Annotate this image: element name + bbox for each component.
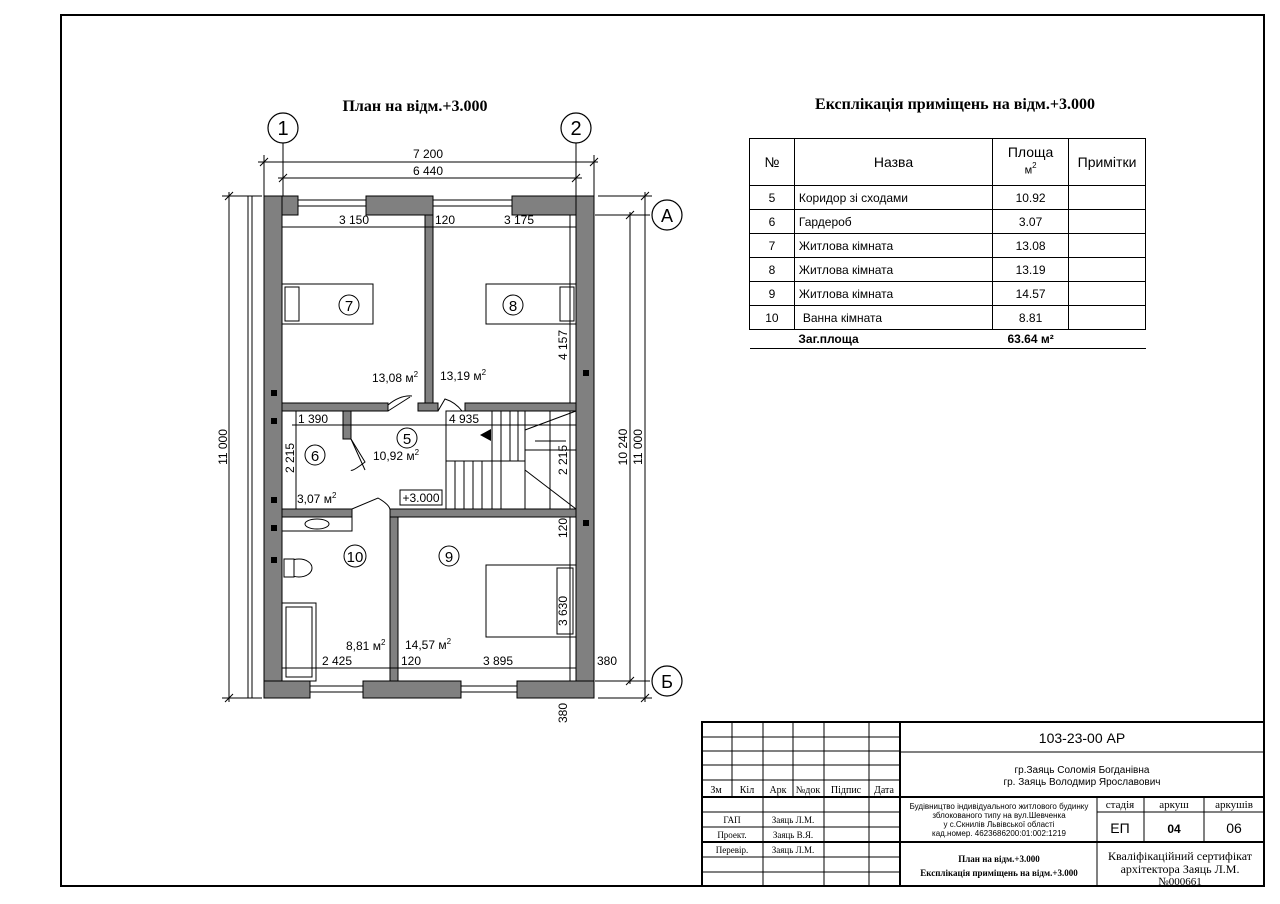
stage-value: ЕП bbox=[1110, 820, 1130, 836]
col-header-pidpys: Підпис bbox=[830, 785, 862, 796]
room-area-5: 10,92 $м^2$ bbox=[373, 448, 420, 463]
client-line-1: гр.Заяць Соломія Богданівна bbox=[1014, 765, 1150, 776]
name-proekt: Заяць В.Я. bbox=[772, 830, 814, 840]
room-area-7: 13,08 $м^2$ bbox=[372, 370, 419, 385]
dim-room6-height: 2 215 bbox=[283, 442, 297, 474]
row-name: Житлова кімната bbox=[794, 234, 992, 258]
row-name: Житлова кімната bbox=[794, 282, 992, 306]
axis-label-a: А bbox=[660, 206, 674, 226]
header-name: Назва bbox=[794, 139, 992, 186]
row-name: Ванна кімната bbox=[794, 306, 992, 330]
row-area: 13.19 bbox=[993, 258, 1069, 282]
plan-title: План на відм.+3.000 bbox=[342, 98, 488, 115]
project-line-2: зблокованого типу на вул.Шевченка bbox=[932, 811, 1066, 820]
row-name: Гардероб bbox=[794, 210, 992, 234]
row-area: 13.08 bbox=[993, 234, 1069, 258]
explication-title: Експлікація приміщень на відм.+3.000 bbox=[815, 96, 1095, 113]
client-line-2: гр. Заяць Володмир Ярославович bbox=[1003, 777, 1161, 788]
name-gap: Заяць Л.М. bbox=[771, 815, 815, 825]
dim-wall-120-top: 120 bbox=[434, 213, 456, 227]
axis-label-2: 2 bbox=[570, 118, 582, 140]
drawing-title-2: Експлікація приміщень на відм.+3.000 bbox=[920, 868, 1078, 878]
sheets-value: 06 bbox=[1226, 820, 1242, 836]
dim-inner-width: 6 440 bbox=[412, 164, 444, 178]
sheet-value: 04 bbox=[1167, 822, 1181, 836]
row-number: 7 bbox=[750, 234, 795, 258]
header-area: Площа $м^2$ bbox=[993, 139, 1069, 186]
row-area: 3.07 bbox=[993, 210, 1069, 234]
level-mark: +3.000 bbox=[402, 491, 440, 505]
row-name: Житлова кімната bbox=[794, 258, 992, 282]
sheets-label: аркушів bbox=[1215, 799, 1253, 811]
role-gap: ГАП bbox=[723, 815, 741, 825]
dim-room9-width: 3 895 bbox=[482, 654, 514, 668]
dim-right-inner-height: 10 240 bbox=[616, 428, 630, 466]
drawing-title-1: План на відм.+3.000 bbox=[958, 854, 1040, 864]
dim-stair-height: 2 215 bbox=[556, 444, 570, 476]
room-number-7: 7 bbox=[344, 298, 354, 315]
row-number: 10 bbox=[750, 306, 795, 330]
total-value: 63.64 м² bbox=[993, 330, 1069, 349]
row-name: Коридор зі сходами bbox=[794, 186, 992, 210]
dim-room5-width: 4 935 bbox=[448, 412, 480, 426]
room-area-6: 3,07 $м^2$ bbox=[297, 491, 337, 506]
total-label: Заг.площа bbox=[794, 330, 992, 349]
axis-label-b: Б bbox=[661, 672, 673, 692]
room-number-8: 8 bbox=[508, 298, 518, 315]
row-area: 8.81 bbox=[993, 306, 1069, 330]
project-line-1: Будівництво індивідуального житлового будинку bbox=[909, 802, 1089, 811]
row-number: 8 bbox=[750, 258, 795, 282]
dim-room8-height: 4 157 bbox=[556, 329, 570, 361]
col-header-ndok: №док bbox=[795, 785, 821, 796]
dim-room8-width: 3 175 bbox=[503, 213, 535, 227]
cert-line-1: Кваліфікаційний сертифікат bbox=[1107, 849, 1253, 863]
room-number-9: 9 bbox=[444, 549, 454, 566]
sheet-label: аркуш bbox=[1159, 799, 1189, 811]
dim-room10-width: 2 425 bbox=[321, 654, 353, 668]
dim-room6-width: 1 390 bbox=[297, 412, 329, 426]
stage-label: стадія bbox=[1105, 799, 1135, 811]
col-header-ark: Арк bbox=[769, 785, 787, 796]
dim-wall-120-bottom: 120 bbox=[400, 654, 422, 668]
project-line-4: кад.номер. 4623686200:01:002:1219 bbox=[932, 829, 1066, 838]
axis-label-1: 1 bbox=[277, 118, 289, 140]
role-proekt: Проект. bbox=[717, 830, 747, 840]
header-notes: Примітки bbox=[1069, 139, 1146, 186]
dim-wall-380-bottom: 380 bbox=[556, 702, 570, 724]
dim-room7-width: 3 150 bbox=[338, 213, 370, 227]
dim-room9-height: 3 630 bbox=[556, 595, 570, 627]
dim-left-total-height: 11 000 bbox=[216, 429, 230, 465]
name-perevir: Заяць Л.М. bbox=[771, 845, 815, 855]
row-area: 14.57 bbox=[993, 282, 1069, 306]
col-header-data: Дата bbox=[874, 785, 894, 796]
dim-overall-width: 7 200 bbox=[412, 147, 444, 161]
role-perevir: Перевір. bbox=[715, 845, 749, 855]
dim-wall-380-right: 380 bbox=[596, 654, 618, 668]
header-number: № bbox=[750, 139, 795, 186]
project-line-3: у с.Скнилів Львівської області bbox=[943, 820, 1055, 829]
room-area-8: 13,19 $м^2$ bbox=[440, 368, 487, 383]
room-area-10: 8,81 $м^2$ bbox=[346, 638, 386, 653]
row-number: 5 bbox=[750, 186, 795, 210]
cert-line-2: архітектора Заяць Л.М. bbox=[1120, 862, 1240, 876]
dim-wall-120-right: 120 bbox=[556, 517, 570, 539]
drawing-code: 103-23-00 АР bbox=[1038, 730, 1126, 746]
room-number-10: 10 bbox=[346, 549, 364, 566]
dim-right-total-height: 11 000 bbox=[631, 429, 645, 465]
row-number: 6 bbox=[750, 210, 795, 234]
col-header-zm: Зм bbox=[710, 785, 722, 796]
room-number-5: 5 bbox=[402, 431, 412, 448]
cert-line-3: №000661 bbox=[1158, 876, 1202, 888]
col-header-kil: Кіл bbox=[739, 785, 755, 796]
row-area: 10.92 bbox=[993, 186, 1069, 210]
room-number-6: 6 bbox=[310, 448, 320, 465]
row-number: 9 bbox=[750, 282, 795, 306]
room-area-9: 14,57 $м^2$ bbox=[405, 637, 452, 652]
